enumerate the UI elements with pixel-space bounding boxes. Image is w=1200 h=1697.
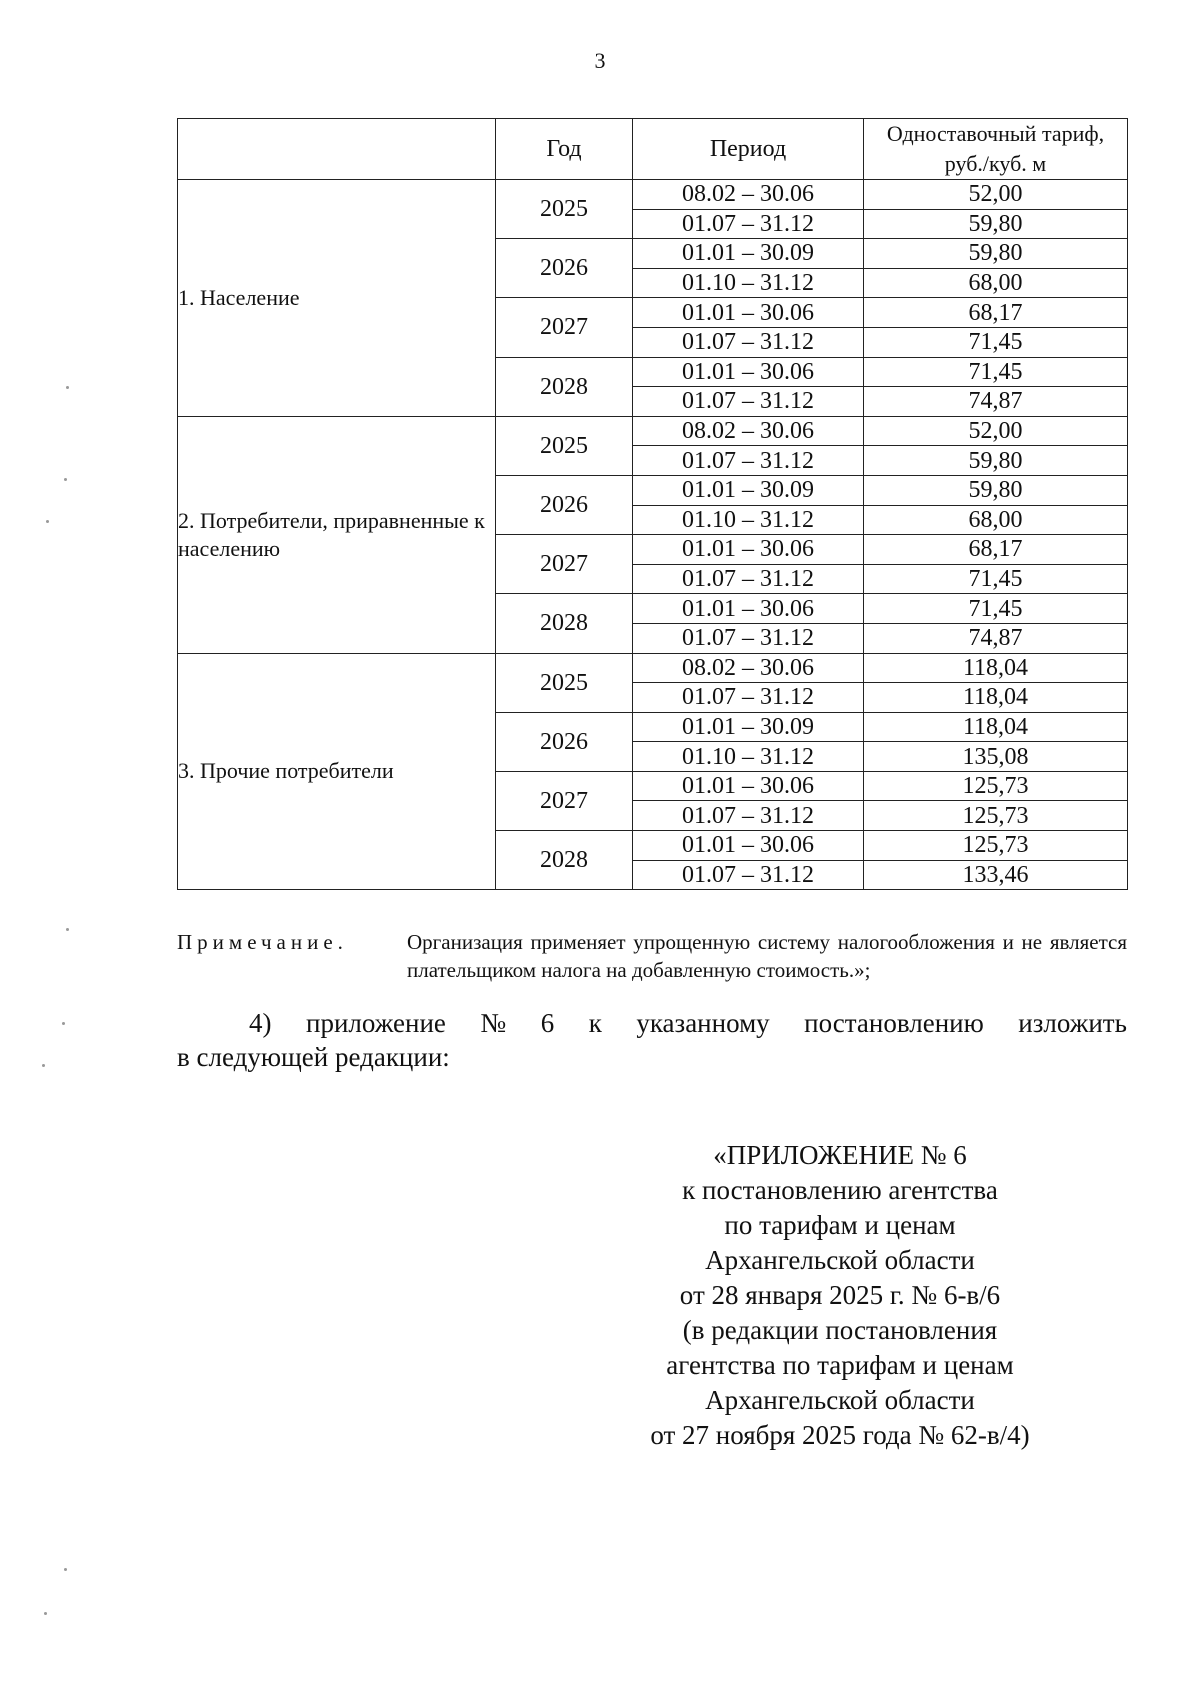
appendix-line: от 28 января 2025 г. № 6-в/6 (679, 1280, 1001, 1310)
year-cell: 2027 (496, 535, 633, 594)
tariff-value-cell: 68,17 (864, 298, 1128, 328)
tariff-value-cell: 71,45 (864, 564, 1128, 594)
year-cell: 2028 (496, 594, 633, 653)
period-cell: 01.01 – 30.09 (633, 475, 864, 505)
consumer-group-label: 1. Население (178, 180, 496, 417)
year-cell: 2027 (496, 298, 633, 357)
period-cell: 08.02 – 30.06 (633, 653, 864, 683)
amendment-word: 6 (540, 1008, 555, 1038)
tariff-value-cell: 125,73 (864, 831, 1128, 861)
amendment-word: указанному (636, 1008, 770, 1038)
tariff-value-cell: 52,00 (864, 180, 1128, 210)
appendix-line: «ПРИЛОЖЕНИЕ № 6 (713, 1140, 967, 1170)
header-tariff-line2: руб./куб. м (944, 151, 1047, 176)
period-cell: 01.01 – 30.09 (633, 239, 864, 269)
scan-speck (66, 386, 69, 389)
period-cell: 01.01 – 30.06 (633, 594, 864, 624)
appendix-line: к постановлению агентства (682, 1175, 998, 1205)
period-cell: 01.07 – 31.12 (633, 564, 864, 594)
tariff-value-cell: 68,00 (864, 268, 1128, 298)
period-cell: 01.07 – 31.12 (633, 801, 864, 831)
tariff-value-cell: 68,00 (864, 505, 1128, 535)
period-cell: 01.01 – 30.06 (633, 357, 864, 387)
tariff-value-cell: 74,87 (864, 387, 1128, 417)
period-cell: 01.10 – 31.12 (633, 505, 864, 535)
appendix-heading (620, 1138, 1060, 1453)
header-group-cell (178, 119, 496, 180)
table-row (178, 180, 1128, 210)
tariff-value-cell: 59,80 (864, 209, 1128, 239)
header-year: Год (496, 119, 633, 180)
year-cell: 2025 (496, 180, 633, 239)
consumer-group-label: 3. Прочие потребители (178, 653, 496, 890)
period-cell: 01.07 – 31.12 (633, 860, 864, 890)
appendix-line: (в редакции постановления (682, 1315, 998, 1345)
tariff-value-cell: 74,87 (864, 623, 1128, 653)
header-tariff (864, 119, 1128, 180)
scan-speck (44, 1612, 47, 1615)
amendment-word: к (588, 1008, 602, 1038)
note-label: Примечание. (177, 930, 348, 954)
note-text: Организация применяет упрощенную систему налогообложения и не является плательщиком налога на добавленную стоимость.»; (407, 930, 1127, 982)
scan-speck (66, 928, 69, 931)
period-cell: 08.02 – 30.06 (633, 416, 864, 446)
tariff-value-cell: 125,73 (864, 771, 1128, 801)
table-row (178, 416, 1128, 446)
tariff-value-cell: 52,00 (864, 416, 1128, 446)
tariff-value-cell: 71,45 (864, 357, 1128, 387)
year-cell: 2028 (496, 357, 633, 416)
period-cell: 01.07 – 31.12 (633, 387, 864, 417)
amendment-word: изложить (1018, 1008, 1127, 1038)
year-cell: 2026 (496, 239, 633, 298)
appendix-line: агентства по тарифам и ценам (666, 1350, 1014, 1380)
tariff-value-cell: 118,04 (864, 683, 1128, 713)
period-cell: 08.02 – 30.06 (633, 180, 864, 210)
tariff-value-cell: 71,45 (864, 594, 1128, 624)
period-cell: 01.07 – 31.12 (633, 327, 864, 357)
header-tariff-line1: Одноставочный тариф, (886, 121, 1105, 146)
period-cell: 01.01 – 30.09 (633, 712, 864, 742)
period-cell: 01.07 – 31.12 (633, 209, 864, 239)
year-cell: 2026 (496, 475, 633, 534)
scan-speck (64, 1568, 67, 1571)
year-cell: 2025 (496, 653, 633, 712)
period-cell: 01.10 – 31.12 (633, 268, 864, 298)
tariff-value-cell: 59,80 (864, 239, 1128, 269)
year-cell: 2027 (496, 771, 633, 830)
table-row (178, 653, 1128, 683)
header-period: Период (633, 119, 864, 180)
appendix-line: от 27 ноября 2025 года № 62-в/4) (650, 1420, 1030, 1450)
scan-speck (64, 478, 67, 481)
amendment-word: постановлению (804, 1008, 984, 1038)
amendment-word: 4) (249, 1008, 272, 1038)
tariff-value-cell: 68,17 (864, 535, 1128, 565)
tariff-value-cell: 59,80 (864, 446, 1128, 476)
consumer-group-label: 2. Потребители, приравненные к населению (178, 416, 496, 653)
year-cell: 2028 (496, 831, 633, 890)
amendment-item-4 (177, 1006, 1127, 1074)
scan-speck (42, 1064, 45, 1067)
amendment-word: № (480, 1008, 507, 1038)
tariff-value-cell: 118,04 (864, 712, 1128, 742)
period-cell: 01.01 – 30.06 (633, 298, 864, 328)
period-cell: 01.07 – 31.12 (633, 623, 864, 653)
tariff-value-cell: 118,04 (864, 653, 1128, 683)
tariff-value-cell: 71,45 (864, 327, 1128, 357)
tariff-table-body (178, 180, 1128, 890)
scan-speck (46, 520, 49, 523)
appendix-line: по тарифам и ценам (724, 1210, 956, 1240)
tariff-value-cell: 125,73 (864, 801, 1128, 831)
year-cell: 2026 (496, 712, 633, 771)
table-header-row (178, 119, 1128, 180)
tariff-value-cell: 133,46 (864, 860, 1128, 890)
page-number: 3 (594, 48, 606, 73)
tariff-value-cell: 59,80 (864, 475, 1128, 505)
period-cell: 01.10 – 31.12 (633, 742, 864, 772)
amendment-item-line1 (177, 1006, 1127, 1040)
tariff-value-cell: 135,08 (864, 742, 1128, 772)
period-cell: 01.01 – 30.06 (633, 831, 864, 861)
scan-speck (62, 1022, 65, 1025)
year-cell: 2025 (496, 416, 633, 475)
appendix-line: Архангельской области (705, 1245, 975, 1275)
tariff-table (177, 118, 1128, 890)
period-cell: 01.01 – 30.06 (633, 771, 864, 801)
amendment-item-line2: в следующей редакции: (177, 1042, 450, 1072)
appendix-line: Архангельской области (705, 1385, 975, 1415)
period-cell: 01.07 – 31.12 (633, 683, 864, 713)
amendment-word: приложение (306, 1008, 446, 1038)
period-cell: 01.01 – 30.06 (633, 535, 864, 565)
period-cell: 01.07 – 31.12 (633, 446, 864, 476)
